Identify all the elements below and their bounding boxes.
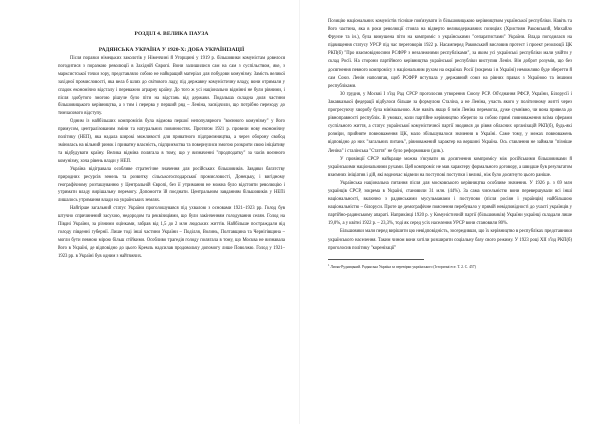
section-title: РАДЯНСЬКА УКРАЇНА У 1920-Х: ДОБА УКРАЇНІЗАЦІЇ [98,47,245,53]
left-paragraph-4: Найгірше загальний статус України проголошувався під ухвалою з основами 1921–1923 рр. Голод був штучно спричинений засухою, недородом та реквізиціями, що були закінченням голодування селян. Голод на Півдні України, за різними оцінками, забрав від 1,5 до 2 млн людських життів. Найбільше постраждали від голоду південні губернії. Лише тоді інші частини України – Поділля, Волинь, Полтавщина та Чернігівщина – могли бути певною мірою більш стійкими. Особливо трагедія голоду полягала в тому, що Москва не визнавала його в Україні, де відповідно до цього Кремль надсилав продовольчу допомогу лише Поволжю. Голод у 1921–1923 рр. в Україні був одним з найтяжчих. [58,206,285,259]
left-paragraph-1: Після поразки німецьких заколотів у Німеччині й Угорщині у 1919 р. більшовики комуністам довелося погодитися з поразкою революції в Західній Європі. Вони залишилися сам на сам з суспільством, яке, з марксистської точки зору, представляло собою не найкращий матеріал для побудови комунізму. Замість великої західної промисловості, яка вела б шлях до світового ладу, під державну комуністичну владу, вони отримали у спадок економічно відсталу і переважно аграрну країну. До того ж усі національно відмінні не були рівними, і після здобутого змогою рішуче було піти на відстань від держави. Подальша складна доля частини більшовицького керівництва, а з тим і перерва у перший ряд – Леніна, засвідчили, що потрібно переходу до тимчасового відступу. [58,56,285,117]
right-paragraph-3: У провінції СРСР найкраще можна з'ясувати як досягнення компромісу між російськими більшовиками й українськими національними рухами. Цей компроміс не мав характеру формального договору, а швидше був результатом взаємних ініціатив і дій, які водночас відвели на поступові поступки і великі, ніж було досягнуто цього раніше. [328,156,572,178]
right-paragraph-1: Позицію національних комуністів тісніше пов'язувати із більшовицькою керівництвом української республіки. Навіть та його частина, яка в роки революції стояла на відверто великодержавних позиціях (Християн Раковський, Михайло Фрунзе та ін.), була вимушена піти на компроміс з українськими "сепаратистами" України. Влада погодилася на підвищення статусу УРСР під час переговорів 1922 р. Насамперед Раковський висловив протест і проект резолюції ЦК РКП(б) "Про взаємовідносини РСФРР з незалежними республіками", за яким усі українські республіки мали увійти у склад Росії. На сторони партійного керівництва української республіки виступив Ленін. Він доброт розумів, що без досягнення певного компромісу з національним рухом на окраїнах Росії (зокрема і в Україні) неможливо буде зберегти й сам Союз. Ленін наполягав, щоб РСФРР вступала у державний союз на рівних правах з Україною та іншими республіками. [328,19,572,89]
footnote-divider [328,259,424,260]
right-page [300,0,600,424]
right-paragraph-4: Українська національна питання після для московського керівництва особливе значення. У 1926 р. з 69 млн українців СРСР, зокрема в Україні, становили 31 млн. (44%). За сама чисельністю вони перевершували всі інші національності, включно з радянськими мусульманами і поступово (після росіян і українців) найбільшою національністю – білоруси. Проте це демографічне пояснення перебувало у прямій невідповідності до участі українців у партійно-радянському апараті. Наприкінці 1920 р. у Комуністичній партії (більшовиків) України українці складали лише 19,0%, а у квітні 1922 р. – 23,3%, тоді як серед усіх населення УРСР вони становили 80%. [328,180,572,227]
right-paragraph-5: Більшовики мали перед вирішити цю невідповідність, зосередивши, що їх керівництво в республіках представники українського населення. Таким чином вони хотіли розширити соціальну базу свого режиму. У 1923 році XII з'їзд РКП(б) проголосив політику "коренізації" [328,229,572,251]
chapter-title: РОЗДІЛ 4. ВЕЛИКА ПАУЗА [134,31,209,37]
left-paragraph-2: Одним із найбільших компромісів була відмова першої непопулярного "воєнного комунізму" у його примусом, централізованим зміни та натуральних повинностях. Протягом 1921 р. провели нову економічну політику (НЕП), яка надала широкі можливості для приватного підприємництва, а через оборону свобод змінилась на вільний ринок і приватну власність, підприємства та повернулися змогою розкрити свою ініціативу та відбудувати країну. Велика відміна полягала в тому, що у визначенні "продподатку" за часів воєнного комунізму, хоча рівень влади у НЕП. [58,119,285,164]
footnote-number: 1 [328,263,330,268]
footnote-text: Лисяк-Рудницький. Радянська Україна за перевірки українського (Історичні есе. Т. 2. С. 457) [330,265,476,270]
footnote [328,261,572,271]
right-paragraph-2: 30 грудня, у Москві І з'їзд Рад СРСР проголосив утворення Союзу РСР. Об'єднання РФСР, України, Білорусії і Закавказької федерації відбулося більше за формулою Сталіна, а не Леніна, участь якого у політичному житті через прогресуючу хворобу була мінімальною. Але навіть якщо б змін Леніна перемогла, дуже сумнівно, чи вона привела до рівноправності республік. В умовах, коли партійне керівництво зберегло за собою прямі повноваження всіма сферами суспільного життя, а статус української комуністичної партії зводився до рівня обласних організацій РКП(б), будь-які розміри, прийняте повноваження ЦК, мало збільшувалося значення в Україні. Саме тому, у межах повноважень відповідно до них "загальних питань", рівноважений характер на вершині Україна. Ось ставлення не займали "пізніше Леніна" і сталінська "Стаття" не було реформовано (див.). [328,91,572,154]
left-paragraph-3: Україна відігравала особливе стратегічне значення для російських більшовиків. Завдяки багатству природних ресурсів земель та розвитку сільськогосподарської промисловості, Донецьку, і вигідному географічному розташуванню у Центральній Європі, без її утримання не можна було відстояти революцію і утримати владу вирішальну перемогу. Допомогти їй поєднати. Центральним завданням більшовиків у НЕПі лишалось утримання влади на українських землях. [58,166,285,204]
